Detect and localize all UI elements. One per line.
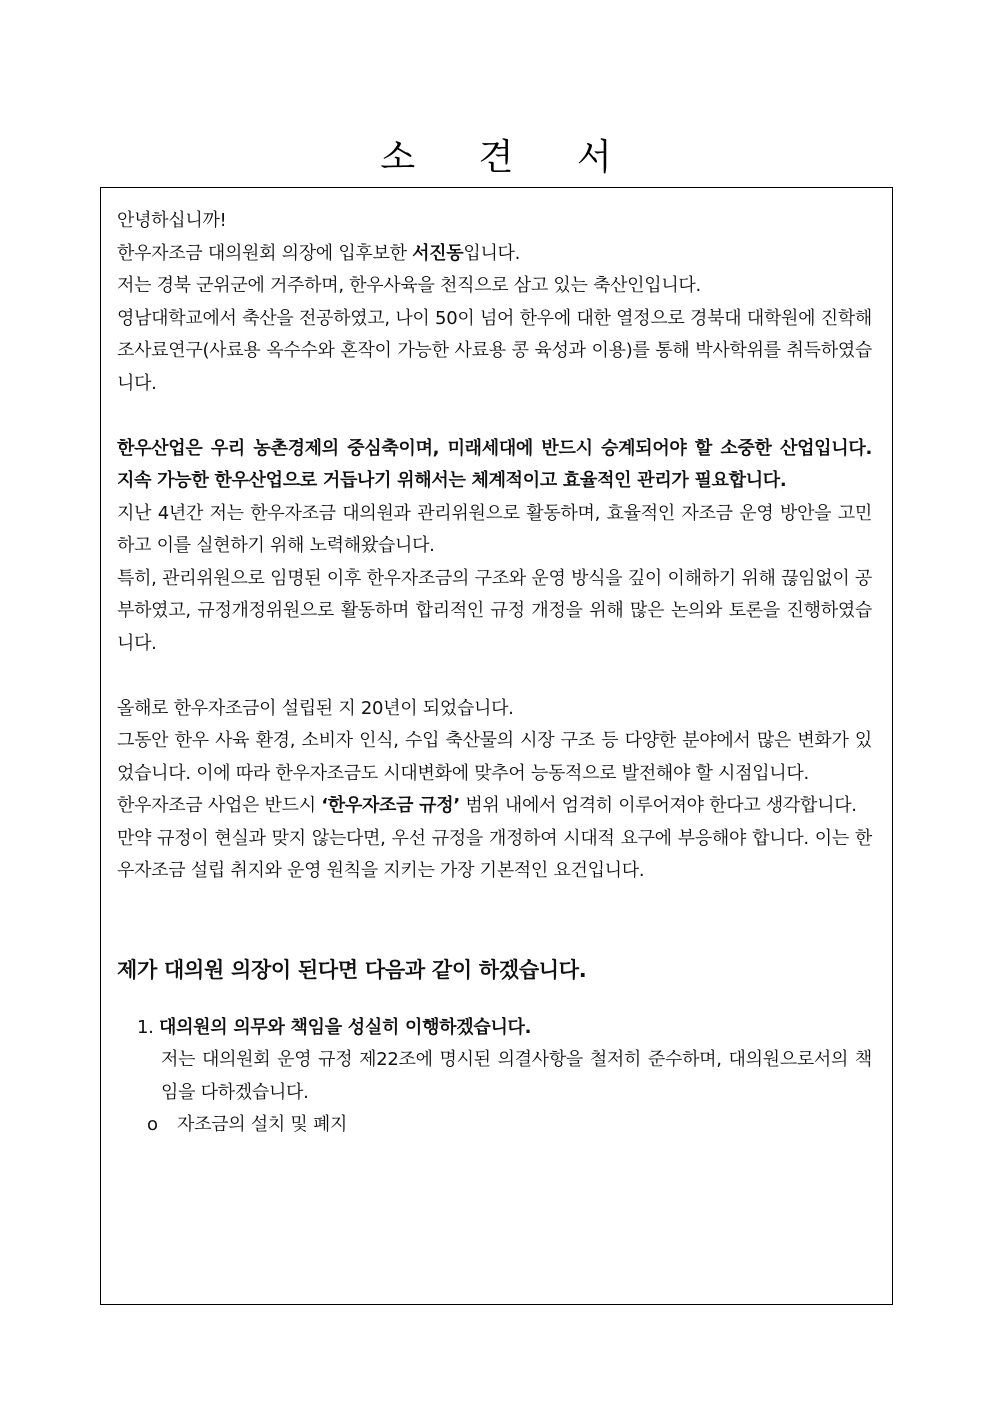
vision-statement: 한우산업은 우리 농촌경제의 중심축이며, 미래세대에 반드시 승계되어야 할 소중한 산업입니다. 지속 가능한 한우산업으로 거듭나기 위해서는 체계적이고 효율적인 관리가 필요합니다.: [117, 437, 872, 491]
change-text: 그동안 한우 사육 환경, 소비자 인식, 수입 축산물의 시장 구조 등 다양한 분야에서 많은 변화가 있었습니다. 이에 따라 한우자조금도 시대변화에 맞추어 능동적으로 발전해야 할 시점입니다.: [117, 730, 872, 784]
spacer: [117, 400, 872, 433]
rule-name: ‘한우자조금 규정’: [321, 795, 460, 816]
candidate-name: 서진동: [412, 242, 464, 264]
pledge-item-body: 저는 대의원회 운영 규정 제22조에 명시된 의결사항을 철저히 준수하며, 대의원으로서의 책임을 다하겠습니다.: [161, 1049, 872, 1103]
study-text: 특히, 관리위원으로 임명된 이후 한우자조금의 구조와 운영 방식을 깊이 이해하기 위해 끊임없이 공부하였고, 규정개정위원으로 활동하며 합리적인 규정 개정을 위해 많은 논의와 토론을 진행하였습니다.: [117, 567, 872, 654]
greeting: 안녕하십니까!: [117, 210, 227, 231]
spacer: [117, 888, 872, 954]
self-intro-pre: 한우자조금 대의원회 의장에 입후보한: [117, 242, 413, 264]
bullet-marker: o: [147, 1114, 158, 1135]
sub-item-text: 자조금의 설치 및 폐지: [177, 1114, 348, 1135]
pledge-sub-item: [117, 1109, 872, 1142]
rule-pre: 한우자조금 사업은 반드시: [117, 795, 322, 816]
pledge-item-heading: 대의원의 의무와 책임을 성실히 이행하겠습니다.: [159, 1016, 532, 1038]
pledge-item-number: 1.: [137, 1016, 154, 1038]
self-intro-post: 입니다.: [463, 242, 521, 264]
pledge-heading: 제가 대의원 의장이 된다면 다음과 같이 하겠습니다.: [117, 957, 587, 982]
revision-text: 만약 규정이 현실과 맞지 않는다면, 우선 규정을 개정하여 시대적 요구에 부응해야 합니다. 이는 한우자조금 설립 취지와 운영 원칙을 지키는 가장 기본적인 요건입니다.: [117, 827, 872, 881]
document-title: 소 견 서: [380, 137, 638, 178]
document-body: [117, 205, 872, 1142]
rule-post: 범위 내에서 엄격히 이루어져야 한다고 생각합니다.: [459, 795, 857, 816]
spacer: [117, 986, 872, 1012]
residence-text: 저는 경북 군위군에 거주하며, 한우사육을 천직으로 삼고 있는 축산인입니다.: [117, 275, 701, 296]
education-text: 영남대학교에서 축산을 전공하였고, 나이 50이 넘어 한우에 대한 열정으로 경북대 대학원에 진학해 조사료연구(사료용 옥수수와 혼작이 가능한 사료용 콩 육성과 이용)를 통해 박사학위를 취득하였습니다.: [117, 307, 872, 394]
pledge-item-title: [117, 1012, 872, 1045]
rule-text: [117, 790, 872, 823]
anniversary-text: 올해로 한우자조금이 설립된 지 20년이 되었습니다.: [117, 697, 514, 719]
self-introduction: [117, 238, 872, 271]
spacer: [117, 660, 872, 693]
experience-text: 지난 4년간 저는 한우자조금 대의원과 관리위원으로 활동하며, 효율적인 자조금 운영 방안을 고민하고 이를 실현하기 위해 노력해왔습니다.: [117, 502, 872, 556]
